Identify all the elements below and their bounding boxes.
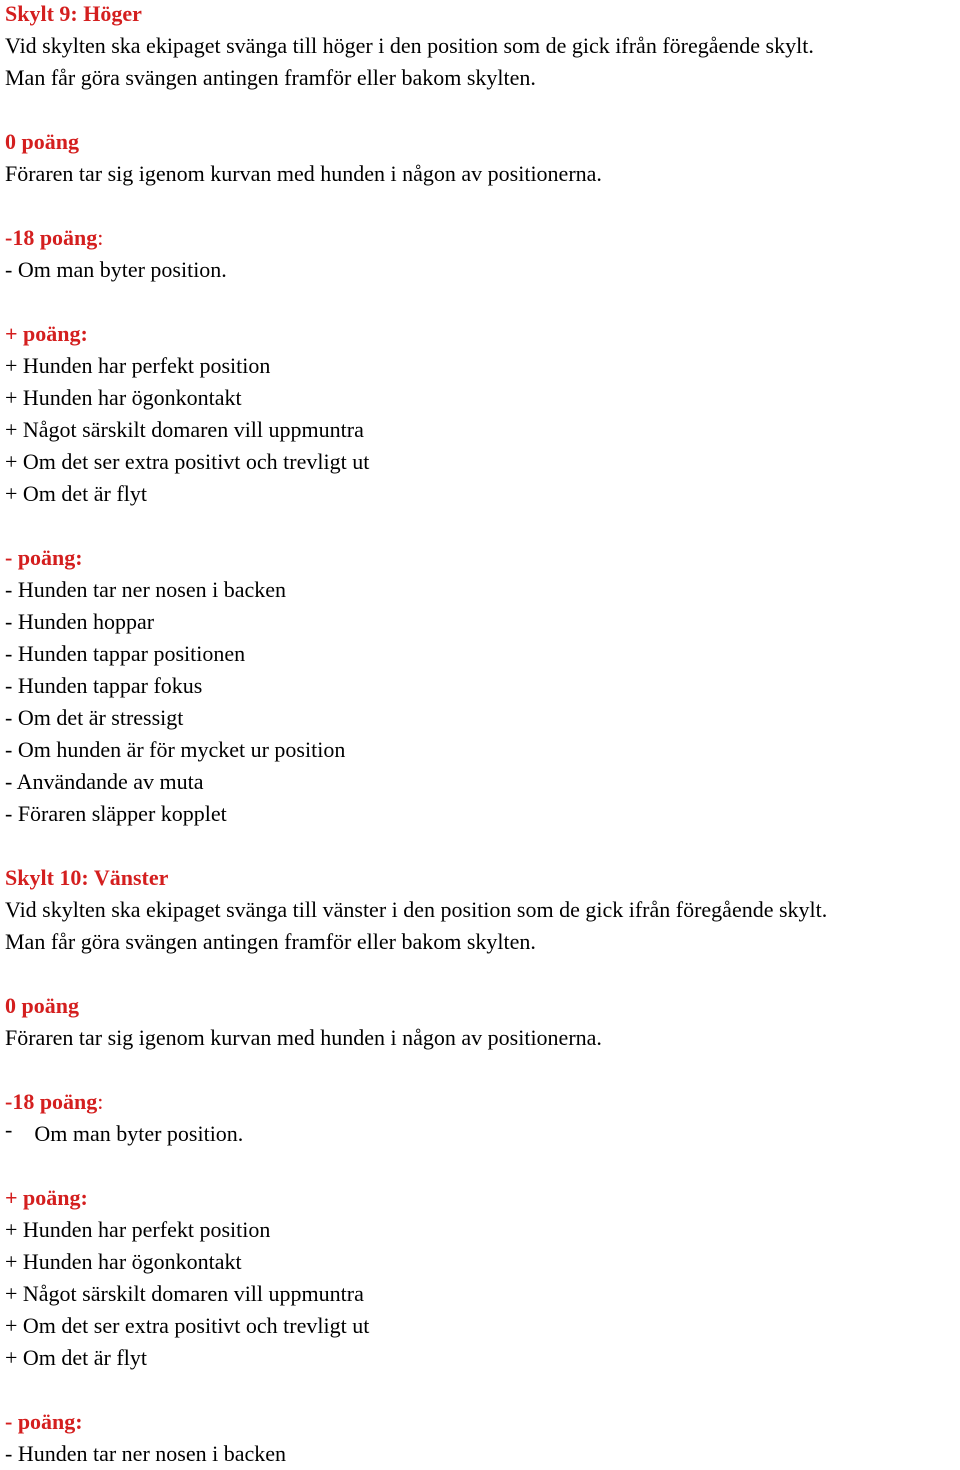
minus-points-item: - Hunden tappar positionen <box>5 641 246 666</box>
minus-points-label: - poäng: <box>5 1409 83 1434</box>
section-description-line-1: Vid skylten ska ekipaget svänga till vänster i den position som de gick ifrån föregående skylt. <box>5 897 828 922</box>
minus-points-label: - poäng: <box>5 545 83 570</box>
plus-points-item: + Hunden har perfekt position <box>5 1217 271 1242</box>
plus-points-item: + Hunden har ögonkontakt <box>5 1249 242 1274</box>
section-description-line-2: Man får göra svängen antingen framför eller bakom skylten. <box>5 65 536 90</box>
plus-points-item: + Något särskilt domaren vill uppmuntra <box>5 1281 364 1306</box>
plus-points-item: + Om det ser extra positivt och trevligt ut <box>5 1313 370 1338</box>
plus-points-item: + Något särskilt domaren vill uppmuntra <box>5 417 364 442</box>
minus-points-item: - Användande av muta <box>5 769 204 794</box>
plus-points-item: + Hunden har perfekt position <box>5 353 271 378</box>
plus-points-label: + poäng: <box>5 321 88 346</box>
minus-points-item: - Hunden tappar fokus <box>5 673 203 698</box>
minus-18-points-label <box>5 222 103 254</box>
minus-points-item: - Hunden tar ner nosen i backen <box>5 1441 287 1466</box>
zero-points-label: 0 poäng <box>5 129 79 154</box>
zero-points-text: Föraren tar sig igenom kurvan med hunden i någon av positionerna. <box>5 1025 602 1050</box>
minus-points-item: - Hunden tar ner nosen i backen <box>5 577 287 602</box>
minus-18-colon: : <box>97 1089 104 1114</box>
plus-points-item: + Om det är flyt <box>5 481 147 506</box>
minus-18-points-item: - Om man byter position. <box>5 257 227 282</box>
minus-18-points-value: -18 poäng <box>5 1089 98 1114</box>
plus-points-item: + Om det är flyt <box>5 1345 147 1370</box>
zero-points-label: 0 poäng <box>5 993 79 1018</box>
plus-points-item: + Hunden har ögonkontakt <box>5 385 242 410</box>
minus-18-points-item <box>5 1118 243 1150</box>
list-dash: - <box>5 1117 13 1142</box>
minus-18-points-item-text: Om man byter position. <box>34 1121 244 1146</box>
minus-18-colon: : <box>97 225 104 250</box>
minus-points-item: - Om det är stressigt <box>5 705 184 730</box>
minus-points-item: - Hunden hoppar <box>5 609 155 634</box>
section-description-line-2: Man får göra svängen antingen framför eller bakom skylten. <box>5 929 536 954</box>
zero-points-text: Föraren tar sig igenom kurvan med hunden i någon av positionerna. <box>5 161 602 186</box>
minus-18-points-label <box>5 1086 103 1118</box>
plus-points-label: + poäng: <box>5 1185 88 1210</box>
minus-points-item: - Om hunden är för mycket ur position <box>5 737 346 762</box>
minus-points-item: - Föraren släpper kopplet <box>5 801 227 826</box>
section-heading-skylt-9: Skylt 9: Höger <box>5 1 142 26</box>
section-description-line-1: Vid skylten ska ekipaget svänga till höger i den position som de gick ifrån föregående skylt. <box>5 33 814 58</box>
minus-18-points-value: -18 poäng <box>5 225 98 250</box>
section-heading-skylt-10: Skylt 10: Vänster <box>5 865 169 890</box>
plus-points-item: + Om det ser extra positivt och trevligt ut <box>5 449 370 474</box>
